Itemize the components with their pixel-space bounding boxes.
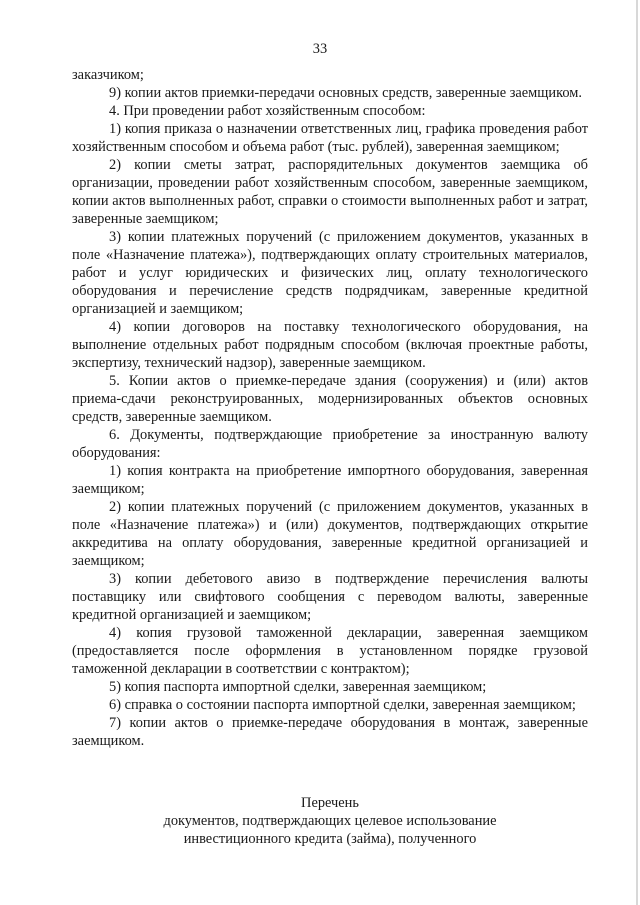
- paragraph: 2) копии сметы затрат, распорядительных документов заемщика об организации, проведении работ хозяйственным способом, заверенные заемщиком, копии актов выполненных работ, справки о стоимости выполненных работ и затрат, заверенные заемщиком;: [72, 157, 588, 227]
- paragraph: 1) копия приказа о назначении ответственных лиц, графика проведения работ хозяйственным способом и объема работ (тыс. рублей), заверенная заемщиком;: [72, 121, 588, 155]
- paragraph: 9) копии актов приемки-передачи основных средств, заверенные заемщиком.: [109, 85, 582, 101]
- list-subtitle-line: инвестиционного кредита (займа), полученного: [183, 831, 477, 847]
- page-number: 33: [312, 41, 328, 57]
- paragraph: 3) копии дебетового авизо в подтверждение перечисления валюты поставщику или свифтового сообщения с переводом валюты, заверенные кредитной организацией и заемщиком;: [72, 571, 588, 623]
- paragraph: 4) копия грузовой таможенной декларации, заверенная заемщиком (предоставляется после оформления в установленном порядке грузовой таможенной декларации в соответствии с контрактом);: [72, 625, 588, 677]
- paragraph: 7) копии актов о приемке-передаче оборудования в монтаж, заверенные заемщиком.: [72, 715, 588, 749]
- paragraph: 3) копии платежных поручений (с приложением документов, указанных в поле «Назначение платежа»), подтверждающих оплату строительных материалов, работ и услуг юридических и физических лиц, оплату технологического оборудования и перечисление средств подрядчикам, заверенные кредитной организацией и заемщиком;: [72, 229, 588, 317]
- section-heading: 6. Документы, подтверждающие приобретение за иностранную валюту оборудования:: [72, 427, 588, 461]
- section-heading: 5. Копии актов о приемке-передаче здания (сооружения) и (или) актов приема-сдачи реконструированных, модернизированных объектов основных средств, заверенные заемщиком.: [72, 373, 588, 425]
- document-body: [72, 66, 588, 750]
- paragraph: заказчиком;: [72, 67, 144, 83]
- section-heading: 4. При проведении работ хозяйственным способом:: [109, 103, 426, 119]
- list-title: Перечень: [301, 795, 359, 811]
- paragraph: 2) копии платежных поручений (с приложением документов, указанных в поле «Назначение платежа») и (или) документов, подтверждающих открытие аккредитива на оплату оборудования, заверенные кредитной организацией и заемщиком;: [72, 499, 588, 569]
- paragraph: 1) копия контракта на приобретение импортного оборудования, заверенная заемщиком;: [72, 463, 588, 497]
- list-subtitle-line: документов, подтверждающих целевое использование: [163, 813, 497, 829]
- scan-edge: [636, 0, 638, 905]
- paragraph: 4) копии договоров на поставку технологического оборудования, на выполнение отдельных работ подрядным способом (включая проектные работы, экспертизу, технический надзор), заверенные заемщиком.: [72, 319, 588, 371]
- paragraph: 5) копия паспорта импортной сделки, заверенная заемщиком;: [109, 679, 487, 695]
- paragraph: 6) справка о состоянии паспорта импортной сделки, заверенная заемщиком;: [109, 697, 576, 713]
